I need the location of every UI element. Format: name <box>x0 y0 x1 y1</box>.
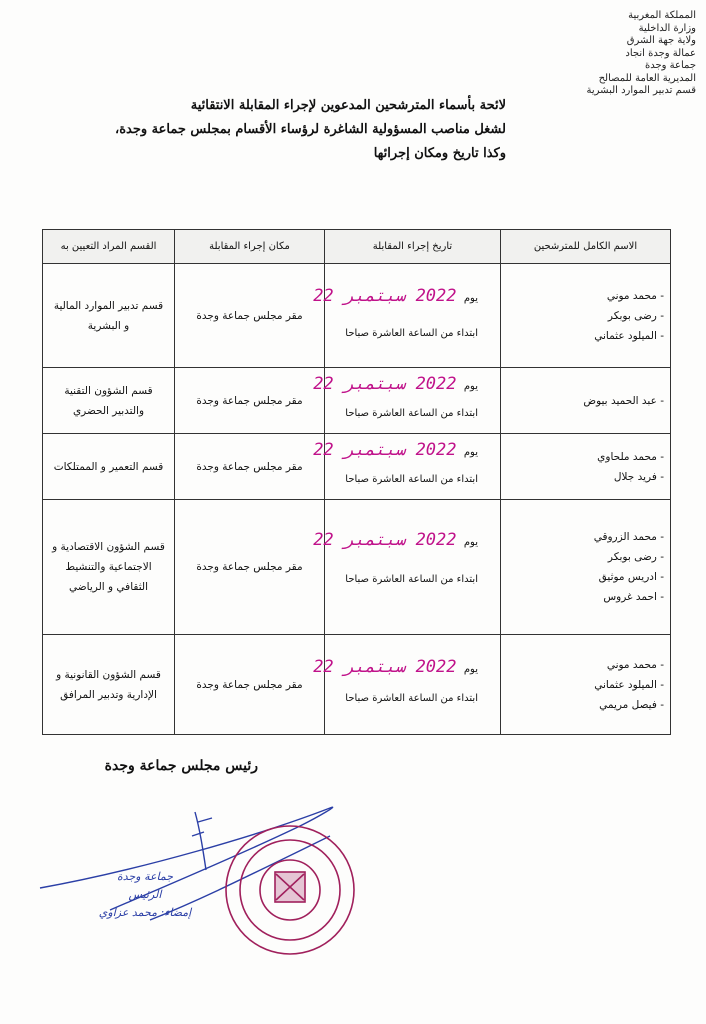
handwritten-date: 2022 سبتمبر 22 <box>313 286 457 306</box>
handwritten-date: 2022 سبتمبر 22 <box>313 530 457 550</box>
president-title: رئيس مجلس جماعة وجدة <box>104 758 258 774</box>
interview-time: ابتداء من الساعة العاشرة صباحا <box>345 693 478 704</box>
header-place: مكان إجراء المقابلة <box>175 230 325 264</box>
header-names: الاسم الكامل للمترشحين <box>501 230 671 264</box>
interview-place: مقر مجلس جماعة وجدة <box>175 264 325 368</box>
header-line: قسم تدبير الموارد البشرية <box>586 85 696 96</box>
interview-time: ابتداء من الساعة العاشرة صباحا <box>345 408 478 419</box>
department: قسم التعمير و الممتلكات <box>43 434 175 500</box>
stamp-line: إمضاء: محمد عزاوي <box>98 906 192 919</box>
date-prefix: يوم <box>463 381 478 392</box>
date-prefix: يوم <box>463 447 478 458</box>
stamp-line: الرئيس <box>128 888 162 901</box>
handwritten-date: 2022 سبتمبر 22 <box>313 657 457 677</box>
date-prefix: يوم <box>463 537 478 548</box>
department: قسم الشؤون الاقتصادية و الاجتماعية والتنشيط الثقافي و الرياضي <box>43 500 175 635</box>
header-line: ولاية جهة الشرق <box>626 35 696 46</box>
candidate-name: - محمد موني <box>606 289 664 302</box>
interview-place: مقر مجلس جماعة وجدة <box>175 434 325 500</box>
candidate-name: - عبد الحميد بيوض <box>583 394 664 407</box>
interview-time: ابتداء من الساعة العاشرة صباحا <box>345 328 478 339</box>
interview-time: ابتداء من الساعة العاشرة صباحا <box>345 574 478 585</box>
department: قسم الشؤون التقنية والتدبير الحضري <box>43 368 175 434</box>
signature-stamp <box>70 868 220 922</box>
title-line: لشغل مناصب المسؤولية الشاغرة لرؤساء الأقسام بمجلس جماعة وجدة، <box>115 122 506 137</box>
interview-time: ابتداء من الساعة العاشرة صباحا <box>345 474 478 485</box>
header-line: جماعة وجدة <box>644 60 696 71</box>
candidate-name: - محمد موني <box>606 658 664 671</box>
official-seal-icon <box>226 826 354 954</box>
date-prefix: يوم <box>463 664 478 675</box>
header-line: وزارة الداخلية <box>638 22 696 34</box>
stamp-line: جماعة وجدة <box>116 870 174 883</box>
header-line: المديرية العامة للمصالح <box>598 72 696 84</box>
interview-place: مقر مجلس جماعة وجدة <box>175 368 325 434</box>
interview-place: مقر مجلس جماعة وجدة <box>175 635 325 735</box>
handwritten-date: 2022 سبتمبر 22 <box>313 374 457 394</box>
header-date: تاريخ إجراء المقابلة <box>325 230 501 264</box>
header-dept: القسم المراد التعيين به <box>43 230 175 264</box>
candidate-name: - الميلود عثماني <box>594 329 664 342</box>
candidate-name: - احمد غروس <box>603 591 664 603</box>
date-prefix: يوم <box>463 293 478 304</box>
candidate-name: - رضى بوبكر <box>607 551 664 563</box>
candidate-name: - فريد جلال <box>613 470 664 483</box>
title-line: وكذا تاريخ ومكان إجرائها <box>373 146 506 161</box>
department: قسم الشؤون القانونية و الإدارية وتدبير المرافق <box>43 635 175 735</box>
candidate-name: - فيصل مريمي <box>599 698 664 711</box>
title-line: لائحة بأسماء المترشحين المدعوين لإجراء المقابلة الانتقائية <box>190 98 506 113</box>
candidate-name: - الميلود عثماني <box>594 678 664 691</box>
header-line: عمالة وجدة انجاد <box>625 47 696 59</box>
handwritten-date: 2022 سبتمبر 22 <box>313 440 457 460</box>
candidate-name: - محمد الزروقي <box>593 531 664 543</box>
department: قسم تدبير الموارد المالية و البشرية <box>43 264 175 368</box>
interview-place: مقر مجلس جماعة وجدة <box>175 500 325 635</box>
header-line: المملكة المغربية <box>628 10 696 21</box>
candidate-name: - محمد ملحاوي <box>597 450 664 463</box>
candidate-name: - ادريس موثيق <box>598 571 664 583</box>
candidate-name: - رضى بوبكر <box>607 309 664 322</box>
